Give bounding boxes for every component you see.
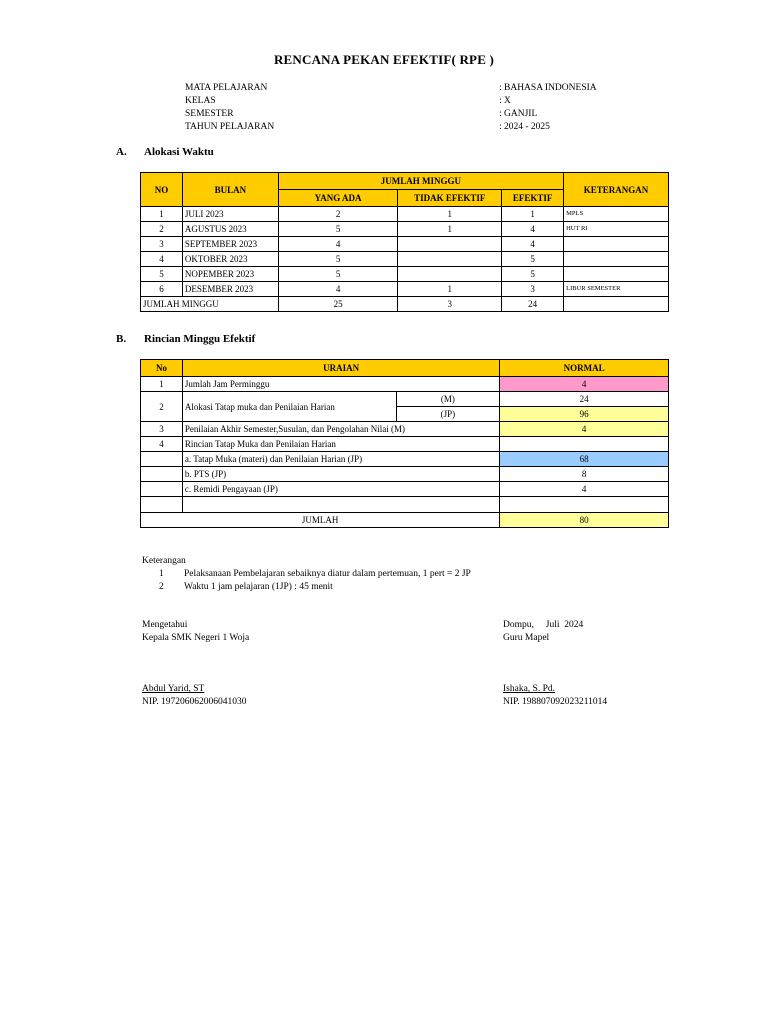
cell-yang-ada: 5 [278, 222, 398, 237]
info-value: X [504, 96, 511, 106]
table-row [141, 422, 669, 437]
cell-bulan: OKTOBER 2023 [182, 252, 278, 267]
info-row [185, 108, 597, 121]
cell-uraian [182, 497, 499, 513]
table-row [141, 377, 669, 392]
cell-tidak-efektif: 1 [398, 222, 502, 237]
table-row [141, 282, 669, 297]
table-row [141, 267, 669, 282]
info-row [185, 82, 597, 95]
cell-no: 5 [141, 267, 183, 282]
total-label: JUMLAH [141, 513, 500, 528]
total-tidak-efektif: 3 [398, 297, 502, 312]
table-header-row [141, 360, 669, 377]
cell-no: 1 [141, 207, 183, 222]
info-key: KELAS [185, 96, 216, 106]
note-number: 2 [159, 582, 164, 592]
cell-efektif: 1 [502, 207, 564, 222]
section-title: Rincian Minggu Efektif [144, 333, 256, 345]
cell-no [141, 467, 183, 482]
section-b-heading [116, 333, 255, 345]
info-colon: : [499, 122, 502, 132]
page-title: RENCANA PEKAN EFEKTIF( RPE ) [273, 52, 495, 67]
note-text: Pelaksanaan Pembelajaran sebaiknya diatur dalam pertemuan, 1 pert = 2 JP [184, 569, 471, 579]
table-row [141, 497, 669, 513]
note-number: 1 [159, 569, 164, 579]
header-no: No [141, 360, 183, 377]
table-header-row [141, 173, 669, 190]
cell-uraian: Alokasi Tatap muka dan Penilaian Harian [182, 392, 396, 422]
total-normal: 80 [500, 513, 669, 528]
cell-efektif: 4 [502, 222, 564, 237]
table-row [141, 452, 669, 467]
table-row [141, 222, 669, 237]
total-label: JUMLAH MINGGU [141, 297, 279, 312]
cell-yang-ada: 2 [278, 207, 398, 222]
cell-uraian: b. PTS (JP) [182, 467, 499, 482]
cell-normal: 8 [500, 467, 669, 482]
cell-normal [500, 437, 669, 452]
info-colon: : [499, 83, 502, 93]
info-colon: : [499, 109, 502, 119]
info-key: SEMESTER [185, 109, 234, 119]
note-item [142, 568, 471, 581]
cell-tidak-efektif [398, 252, 502, 267]
signature-line: Guru Mapel [503, 633, 550, 643]
cell-yang-ada: 4 [278, 282, 398, 297]
cell-normal: 4 [500, 422, 669, 437]
cell-normal [500, 497, 669, 513]
cell-uraian: Jumlah Jam Perminggu [182, 377, 499, 392]
total-yang-ada: 25 [278, 297, 398, 312]
cell-keterangan [564, 267, 669, 282]
cell-bulan: AGUSTUS 2023 [182, 222, 278, 237]
cell-normal: 68 [500, 452, 669, 467]
cell-bulan: NOPEMBER 2023 [182, 267, 278, 282]
cell-normal: 4 [500, 482, 669, 497]
info-key: TAHUN PELAJARAN [185, 122, 275, 132]
cell-keterangan [564, 237, 669, 252]
signature-line: Mengetahui [142, 620, 188, 630]
table-total-row [141, 297, 669, 312]
signatory-name: Ishaka, S. Pd. [503, 684, 555, 694]
cell-no: 6 [141, 282, 183, 297]
cell-no: 3 [141, 422, 183, 437]
alokasi-waktu-table [140, 172, 669, 312]
cell-yang-ada: 5 [278, 267, 398, 282]
info-value: GANJIL [504, 109, 538, 119]
info-row [185, 95, 597, 108]
section-a-heading [116, 146, 214, 158]
signatory-name: Abdul Yarid, ST [142, 684, 205, 694]
cell-keterangan: MPLS [564, 207, 669, 222]
cell-no: 3 [141, 237, 183, 252]
cell-no: 4 [141, 252, 183, 267]
cell-keterangan [564, 252, 669, 267]
notes-block [142, 555, 471, 594]
cell-keterangan: HUT RI [564, 222, 669, 237]
cell-sub-unit: (JP) [396, 407, 500, 422]
cell-bulan: SEPTEMBER 2023 [182, 237, 278, 252]
info-value: 2024 - 2025 [504, 122, 550, 132]
header-no: NO [141, 173, 183, 207]
info-block [185, 82, 597, 134]
cell-normal: 96 [500, 407, 669, 422]
cell-tidak-efektif: 1 [398, 207, 502, 222]
header-normal: NORMAL [500, 360, 669, 377]
header-uraian: URAIAN [182, 360, 499, 377]
cell-uraian: Penilaian Akhir Semester,Susulan, dan Pengolahan Nilai (M) [182, 422, 499, 437]
cell-no [141, 482, 183, 497]
section-title: Alokasi Waktu [144, 146, 214, 158]
cell-uraian: Rincian Tatap Muka dan Penilaian Harian [182, 437, 499, 452]
cell-yang-ada: 5 [278, 252, 398, 267]
cell-normal: 24 [500, 392, 669, 407]
header-keterangan: KETERANGAN [564, 173, 669, 207]
cell-tidak-efektif [398, 267, 502, 282]
cell-no: 2 [141, 222, 183, 237]
section-number: A. [116, 146, 127, 158]
header-yang-ada: YANG ADA [278, 190, 398, 207]
cell-tidak-efektif [398, 237, 502, 252]
signature-left [142, 619, 249, 709]
signature-line: Dompu, Juli 2024 [503, 620, 584, 630]
cell-no: 4 [141, 437, 183, 452]
cell-no [141, 497, 183, 513]
rincian-minggu-table [140, 359, 669, 528]
total-efektif: 24 [502, 297, 564, 312]
table-row [141, 252, 669, 267]
cell-no: 1 [141, 377, 183, 392]
signature-line: Kepala SMK Negeri 1 Woja [142, 633, 250, 643]
table-row [141, 237, 669, 252]
header-jumlah-minggu: JUMLAH MINGGU [278, 173, 563, 190]
cell-uraian: c. Remidi Pengayaan (JP) [182, 482, 499, 497]
signatory-nip: NIP. 198807092023211014 [503, 697, 608, 707]
notes-heading: Keterangan [142, 556, 186, 566]
cell-uraian: a. Tatap Muka (materi) dan Penilaian Harian (JP) [182, 452, 499, 467]
cell-bulan: DESEMBER 2023 [182, 282, 278, 297]
cell-yang-ada: 4 [278, 237, 398, 252]
cell-normal: 4 [500, 377, 669, 392]
table-row [141, 207, 669, 222]
cell-sub-unit: (M) [396, 392, 500, 407]
table-row [141, 467, 669, 482]
signatory-nip: NIP. 197206062006041030 [142, 697, 247, 707]
info-value: BAHASA INDONESIA [504, 83, 597, 93]
cell-bulan: JULI 2023 [182, 207, 278, 222]
table-row [141, 482, 669, 497]
header-bulan: BULAN [182, 173, 278, 207]
cell-efektif: 4 [502, 237, 564, 252]
section-number: B. [116, 333, 127, 345]
signature-right [503, 619, 607, 709]
info-key: MATA PELAJARAN [185, 83, 268, 93]
table-row [141, 392, 669, 407]
cell-no: 2 [141, 392, 183, 422]
table-total-row [141, 513, 669, 528]
cell-efektif: 3 [502, 282, 564, 297]
cell-tidak-efektif: 1 [398, 282, 502, 297]
header-efektif: EFEKTIF [502, 190, 564, 207]
cell-efektif: 5 [502, 252, 564, 267]
header-tidak-efektif: TIDAK EFEKTIF [398, 190, 502, 207]
info-row [185, 121, 597, 134]
info-colon: : [499, 96, 502, 106]
note-item [142, 581, 471, 594]
table-row [141, 437, 669, 452]
cell-keterangan: LIBUR SEMESTER [564, 282, 669, 297]
note-text: Waktu 1 jam pelajaran (1JP) : 45 menit [184, 582, 333, 592]
total-keterangan [564, 297, 669, 312]
cell-efektif: 5 [502, 267, 564, 282]
cell-no [141, 452, 183, 467]
